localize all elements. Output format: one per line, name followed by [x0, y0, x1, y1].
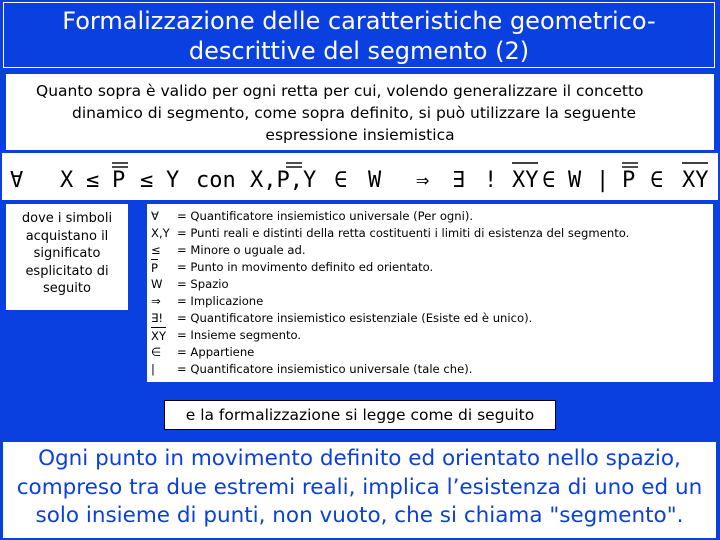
legend-row	[147, 242, 713, 259]
formula-token: Y	[166, 168, 180, 193]
formula-token: ∃	[452, 168, 466, 193]
side-note-line: esplicitato di	[25, 263, 109, 279]
legend-definition: = Appartiene	[177, 345, 255, 359]
formula-expression	[2, 153, 718, 200]
formula-panel	[2, 153, 718, 200]
conclusion-line: Ogni punto in movimento definito ed orientato nello spazio,	[38, 446, 681, 471]
legend-row	[147, 225, 713, 242]
legend-symbol: ⇒	[151, 294, 161, 308]
formula-token: P	[112, 168, 126, 193]
formula-token: ⇒	[416, 168, 430, 193]
legend-row	[147, 327, 713, 344]
formula-token: W	[568, 168, 582, 193]
formula-token: ≤	[86, 168, 100, 193]
legend-definition: = Punto in movimento definito ed orientato.	[177, 260, 434, 274]
legend-symbol: W	[151, 277, 163, 291]
intro-line-2: dinamico di segmento, come sopra definito, si può utilizzare la seguente	[72, 104, 637, 122]
legend-definition: = Quantificatore insiemistico universale (tale che).	[177, 362, 473, 376]
legend-definition: = Punti reali e distinti della retta costituenti i limiti di esistenza del segmento.	[177, 226, 630, 240]
formula-token: ∈	[542, 168, 556, 193]
legend-symbol: X,Y	[151, 226, 170, 240]
formula-token: |	[596, 168, 610, 193]
legend-definition: = Quantificatore insiemistico universale (Per ogni).	[177, 209, 474, 223]
legend-row	[147, 310, 713, 327]
intro-line-3: espressione insiemistica	[265, 126, 455, 144]
legend-symbol: ∀	[151, 209, 159, 223]
legend-row	[147, 208, 713, 225]
formula-token: ≤	[140, 168, 154, 193]
symbol-legend	[147, 204, 713, 382]
legend-row	[147, 361, 713, 378]
formula-token: ∈	[334, 168, 348, 193]
legend-definition: = Implicazione	[177, 294, 264, 308]
legend-symbol: |	[151, 362, 155, 376]
legend-definition: = Insieme segmento.	[177, 328, 302, 342]
conclusion-line: compreso tra due estremi reali, implica l’esistenza di uno ed un	[16, 474, 703, 500]
side-note	[6, 204, 128, 310]
formula-token: W	[368, 168, 382, 193]
formula-token: XY	[512, 168, 539, 193]
formula-token: P	[622, 168, 636, 193]
side-note-line: acquistano il	[25, 228, 109, 244]
legend-row	[147, 344, 713, 361]
side-note-line: significato	[33, 246, 101, 261]
legend-row	[147, 293, 713, 310]
title-line-1: Formalizzazione delle caratteristiche geometrico-	[62, 7, 656, 35]
conclusion-line: solo insieme di punti, non vuoto, che si chiama "segmento".	[35, 503, 684, 528]
legend-symbol: ≤	[151, 243, 161, 257]
intro-line-1: Quanto sopra è valido per ogni retta per cui, volendo generalizzare il concetto	[36, 82, 644, 100]
formula-token: X	[60, 168, 74, 193]
formula-token: ∈	[650, 168, 664, 193]
formula-token: con	[196, 168, 236, 193]
conclusion-panel	[3, 442, 716, 538]
overlined-symbol: P	[151, 261, 158, 275]
intro-panel	[6, 74, 714, 150]
formula-token: !	[484, 168, 498, 193]
formula-token: ∀	[10, 168, 24, 193]
slide-title	[3, 2, 715, 68]
overlined-symbol: XY	[151, 329, 167, 343]
legend-row	[147, 259, 713, 276]
legend-symbol: ∃!	[151, 311, 163, 325]
side-note-line: dove i simboli	[21, 211, 113, 226]
legend-definition: = Minore o uguale ad.	[177, 243, 306, 257]
title-line-2: descrittive del segmento (2)	[188, 37, 530, 65]
legend-definition: = Quantificatore insiemistico esistenziale (Esiste ed è unico).	[177, 311, 533, 325]
side-note-line: seguito	[43, 281, 91, 296]
legend-symbol	[151, 259, 177, 277]
legend-symbol	[151, 327, 177, 345]
legend-definition: = Spazio	[177, 277, 229, 291]
legend-row	[147, 276, 713, 293]
formula-token: X,P,Y	[250, 168, 317, 193]
formula-token: XY	[682, 168, 709, 193]
legend-symbol: ∈	[151, 345, 162, 359]
reading-subtitle: e la formalizzazione si legge come di seguito	[164, 400, 556, 430]
